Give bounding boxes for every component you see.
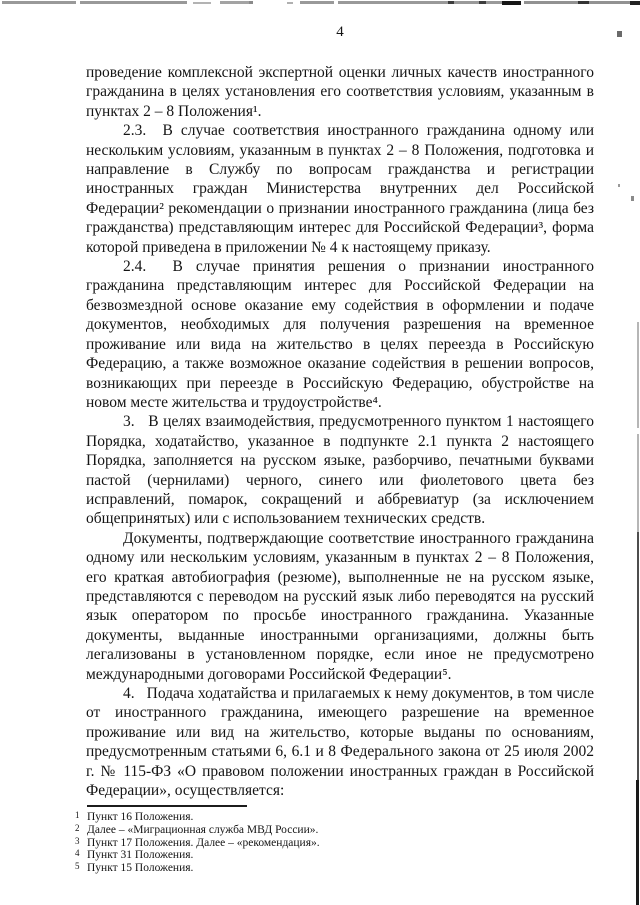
footnote-text: Пункт 16 Положения. (87, 811, 194, 824)
scan-line-segment (2, 1, 76, 4)
footnote-marker: 5 (75, 860, 80, 871)
footnote-text: Пункт 31 Положения. (87, 849, 194, 862)
paragraph-continuation: проведение комплексной экспертной оценки личных качеств иностранного гражданина в целях установления его соответствия условиям, указанным в пунктах 2 – 8 Положения¹. (86, 64, 594, 120)
scan-line-segment (80, 1, 187, 4)
footnote-marker: 3 (75, 835, 80, 846)
scan-line-segment (249, 1, 253, 4)
paragraph-2-4: 2.4. В случае принятия решения о признании иностранного гражданина представляющим интерес для Российской Федерации на безвозмездной основе оказание ему содействия в оформлении и подаче документов, необходимых для получения разрешения на временное проживание или вида на жительство в целях переезда в Российскую Федерацию, а также возможное оказание содействия в решении вопросов, возникающих при переезде в Российскую Федерацию, обустройстве на новом месте жительства и трудоустройстве⁴. (86, 258, 594, 411)
footnote-text: Пункт 17 Положения. Далее – «рекомендация». (87, 836, 320, 849)
paragraph-3: 3. В целях взаимодействия, предусмотренного пунктом 1 настоящего Порядка, ходатайство, указанное в подпункте 2.1 пункта 2 настоящего Порядка, заполняется на русском языке, разборчиво, печатными буквами пастой (чернилами) черного, синего или фиолетового цвета без исправлений, помарок, сокращений и аббревиатур (за исключением общепринятых) или с использованием технических средств. (86, 413, 594, 528)
scan-speck (617, 31, 622, 37)
scan-speck (631, 196, 634, 201)
footnote-1 (75, 810, 594, 824)
paragraph-4: 4. Подача ходатайства и прилагаемых к нему документов, в том числе от иностранного гражданина, имеющего разрешение на временное проживание или вид на жительство, которые выданы по основаниям, предусмотренным статьями 6, 6.1 и 8 Федерального закона от 25 июля 2002 г. № 115-ФЗ «О правовом положении иностранных граждан в Российской Федерации», осуществляется: (86, 685, 594, 800)
footnote-marker: 4 (75, 848, 80, 859)
footnote-4 (75, 848, 594, 862)
footnote-3 (75, 835, 594, 850)
footnotes (75, 810, 594, 874)
scan-artifact-right-line (637, 532, 639, 780)
page-content (75, 24, 594, 874)
footnote-5 (75, 860, 594, 875)
paragraph-2-3: 2.3. В случае соответствия иностранного гражданина одному или нескольким условиям, указанным в пунктах 2 – 8 Положения, подготовка и направление в Службу по вопросам гражданства и регистрации иностранных граждан Министерства внутренних дел Российской Федерации² рекомендации о признании иностранного гражданина (лица без гражданства) представляющим интерес для Российской Федерации³, форма которой приведена в приложении № 4 к настоящему приказу. (86, 122, 594, 256)
document-body (86, 63, 594, 800)
scan-line-segment (630, 1, 640, 5)
scan-artifact-right-line (637, 434, 639, 532)
footnote-text: Пункт 15 Положения. (87, 861, 194, 874)
scan-line-segment (479, 1, 486, 4)
scan-artifact-right-line (637, 322, 639, 428)
footnote-separator (87, 805, 247, 807)
page-number: 4 (336, 24, 344, 40)
footnote-text: Далее – «Миграционная служба МВД России». (87, 824, 319, 837)
scan-line-segment (300, 1, 334, 4)
scan-line-segment (502, 1, 521, 5)
scan-artifact-right-line (636, 780, 639, 905)
paragraph-documents: Документы, подтверждающие соответствие иностранного гражданина одному или нескольким условиям, указанным в пунктах 2 – 8 Положения, его краткая автобиография (резюме), выполненные не на русском языке, представляются с переводом на русский язык либо переводятся на русский язык оператором по просьбе иностранного гражданина. Указанные документы, выданные иностранными организациями, должны быть легализованы в установленном порядке, если иное не предусмотрено международными договорами Российской Федерации⁵. (86, 529, 594, 683)
scan-line-segment (578, 1, 589, 4)
footnote-marker: 1 (75, 810, 80, 821)
scan-line-segment (448, 1, 454, 4)
scan-line-segment (193, 2, 211, 4)
scan-line-segment (287, 2, 293, 4)
footnote-2 (75, 823, 594, 837)
footnote-marker: 2 (75, 823, 80, 834)
scan-speck (618, 184, 620, 187)
scan-line-segment (220, 1, 249, 4)
